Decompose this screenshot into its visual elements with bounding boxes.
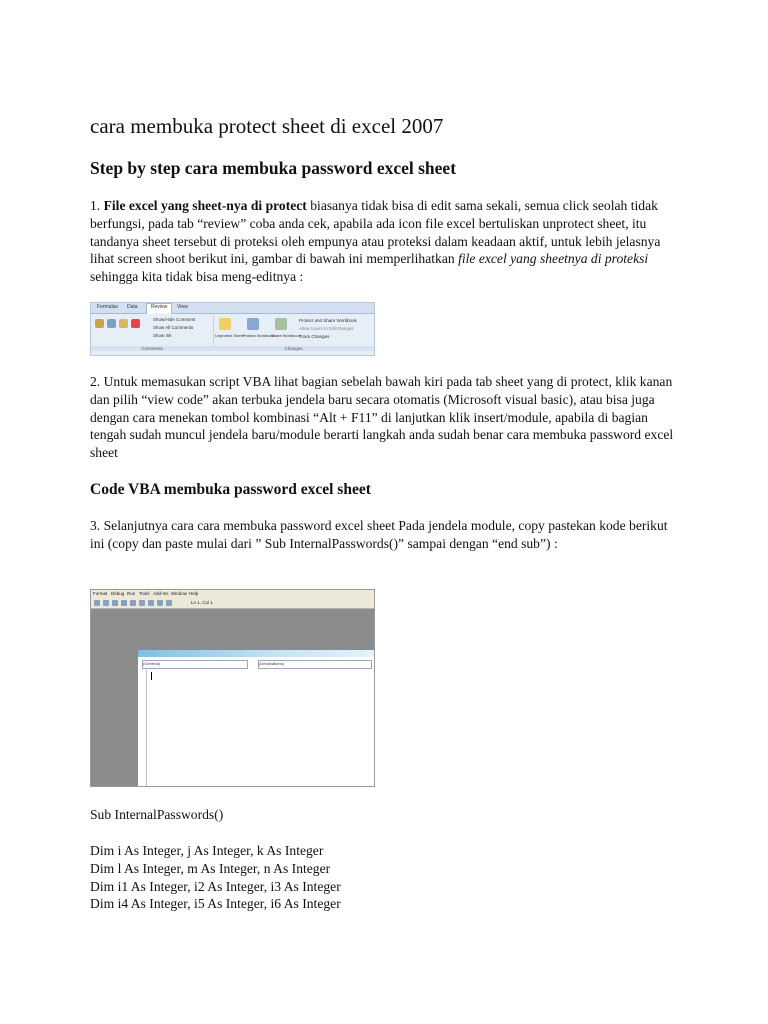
properties-icon xyxy=(139,600,145,606)
spelling-icon xyxy=(95,319,104,328)
module-title-bar xyxy=(138,650,375,657)
delete-comment-icon xyxy=(131,319,140,328)
show-all-comments-item: Show All Comments xyxy=(153,325,194,330)
vba-menu-bar xyxy=(91,590,374,598)
code-line-1: Sub InternalPasswords() xyxy=(90,807,224,822)
section-heading-code: Code VBA membuka password excel sheet xyxy=(90,481,371,498)
step-2-paragraph xyxy=(90,373,680,462)
object-combo: (General) xyxy=(142,660,248,669)
vba-mdi-area xyxy=(91,609,374,786)
share-workbook-icon xyxy=(275,318,287,330)
step-1-text-b: sehingga kita tidak bisa meng-editnya : xyxy=(90,269,304,285)
ribbon-tab-bar xyxy=(91,303,374,314)
step-2-number: 2. xyxy=(90,374,104,389)
share-workbook-label: Share Workbook xyxy=(271,333,301,338)
step-1-paragraph xyxy=(90,197,680,286)
research-icon xyxy=(107,319,116,328)
toolbox-icon xyxy=(157,600,163,606)
unprotect-sheet-label: Unprotect Sheet xyxy=(215,333,244,338)
comments-group-label: Comments xyxy=(91,346,213,351)
protect-share-workbook-item: Protect and Share Workbook xyxy=(299,318,357,323)
vba-menu-format: Format xyxy=(93,591,108,596)
help-icon xyxy=(166,600,172,606)
step-2-text: Untuk memasukan script VBA lihat bagian sebelah bawah kiri pada tab sheet yang di protect, klik kanan dan pilih “view code” akan terbuka jendela baru secara otomatis (Microsoft visual basic), atau bisa juga dengan cara menekan tombol kombinasi “Alt + F11” di lanjutkan klik insert/module, apabila di bagian tengah sudah muncul jendela baru/module berarti langkah anda sudah benar cara membuka password excel sheet xyxy=(90,374,674,461)
protect-workbook-label: Protect Workbook xyxy=(243,333,275,338)
object-browser-icon xyxy=(148,600,154,606)
step-1-italic: file excel yang sheetnya di proteksi xyxy=(458,251,649,267)
track-changes-item: Track Changes xyxy=(299,334,330,339)
vba-toolbar xyxy=(91,598,374,609)
project-explorer-icon xyxy=(130,600,136,606)
page-title: cara membuka protect sheet di excel 2007 xyxy=(90,114,444,138)
allow-users-edit-item: Allow Users to Edit Ranges xyxy=(299,326,354,331)
pause-icon xyxy=(103,600,109,606)
design-mode-icon xyxy=(121,600,127,606)
step-3-paragraph xyxy=(90,517,680,553)
step-1-text-a: biasanya tidak bisa di edit sama sekali, semua click seolah tidak berfungsi, pada tab “review” coba anda cek, apabila ada icon file excel bertuliskan unprotect sheet, itu tandanya sheet tersebut di proteksi oleh empunya atau proteksi dalam keadaan aktif, untuk lebih jelasnya lihat screen shoot berikut ini, gambar di bawah ini memperlihatkan xyxy=(90,198,661,267)
protect-workbook-icon xyxy=(247,318,259,330)
review-ribbon-screenshot xyxy=(90,302,375,356)
vba-menu-window: Window xyxy=(171,591,188,596)
ribbon-group-comments xyxy=(91,315,214,351)
new-comment-icon xyxy=(119,319,128,328)
step-3-text: Selanjutnya cara cara membuka password excel sheet Pada jendela module, copy pastekan kode berikut ini (copy dan paste mulai dari ” Sub InternalPasswords()” sampai dengan “end sub”) : xyxy=(90,518,668,551)
unprotect-sheet-icon xyxy=(219,318,231,330)
vba-menu-addins: Add-Ins xyxy=(153,591,169,596)
ribbon-tab-formulas: Formulas xyxy=(97,304,118,310)
ribbon-group-changes xyxy=(213,315,374,351)
procedure-combo: (Declarations) xyxy=(258,660,372,669)
step-1-number: 1. xyxy=(90,198,104,213)
code-block xyxy=(90,842,341,913)
stop-icon xyxy=(112,600,118,606)
code-line-2: Dim i As Integer, j As Integer, k As Integer xyxy=(90,843,324,858)
section-heading-steps: Step by step cara membuka password excel sheet xyxy=(90,158,457,178)
changes-group-label: Changes xyxy=(213,346,374,351)
step-1-bold-lead: File excel yang sheet-nya di protect xyxy=(103,198,307,213)
code-line-4: Dim i1 As Integer, i2 As Integer, i3 As Integer xyxy=(90,878,341,894)
code-line-5: Dim i4 As Integer, i5 As Integer, i6 As Integer xyxy=(90,896,341,912)
vba-menu-tools: Tools xyxy=(139,591,150,596)
show-ink-item: Show Ink xyxy=(153,333,172,338)
text-caret xyxy=(151,672,152,680)
run-icon xyxy=(94,600,100,606)
vba-menu-run: Run xyxy=(127,591,136,596)
step-3-number: 3. xyxy=(90,518,104,533)
code-editor-area xyxy=(146,670,375,787)
vba-menu-help: Help xyxy=(189,591,199,596)
vba-menu-debug: Debug xyxy=(111,591,125,596)
vba-editor-screenshot xyxy=(90,589,375,787)
ribbon-tab-data: Data xyxy=(127,304,138,310)
cursor-position: Ln 1, Col 1 xyxy=(191,600,213,605)
ribbon-tab-view: View xyxy=(177,304,188,310)
show-hide-comment-item: Show/Hide Comment xyxy=(153,317,196,322)
module-window xyxy=(137,649,375,787)
ribbon-tab-review: Review xyxy=(146,303,172,314)
code-line-3: Dim l As Integer, m As Integer, n As Integer xyxy=(90,860,331,876)
